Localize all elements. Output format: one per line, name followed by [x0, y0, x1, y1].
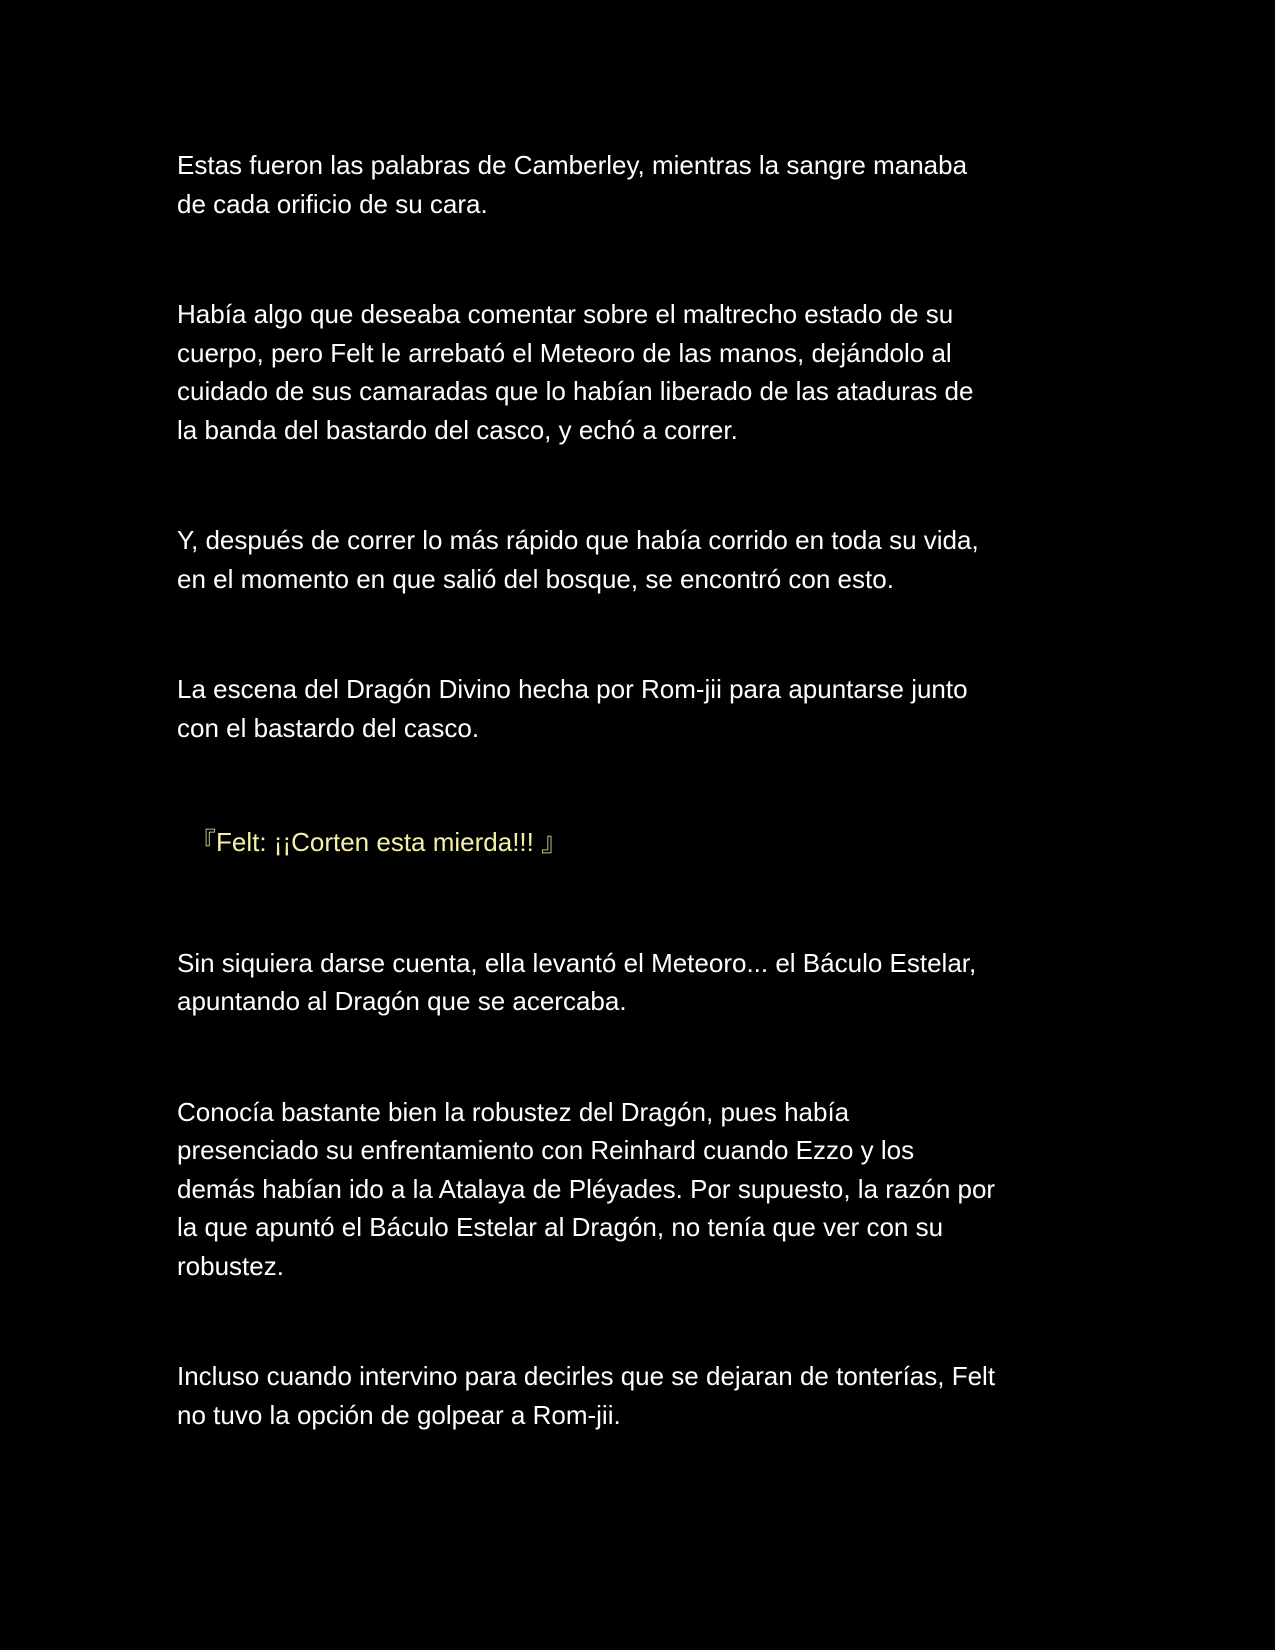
- paragraph-1: Estas fueron las palabras de Camberley, mientras la sangre manaba de cada orificio de su cara.: [177, 150, 968, 219]
- paragraph-2: Había algo que deseaba comentar sobre el maltrecho estado de su cuerpo, pero Felt le arrebató el Meteoro de las manos, dejándolo al cuidado de sus camaradas que lo habían liberado de las ataduras de la banda del bastardo del casco, y echó a correr.: [177, 299, 974, 445]
- paragraph-7: Incluso cuando intervino para decirles que se dejaran de tonterías, Felt no tuvo la opción de golpear a Rom-jii.: [177, 1361, 996, 1430]
- paragraph-4: La escena del Dragón Divino hecha por Rom-jii para apuntarse junto con el bastardo del casco.: [177, 674, 968, 743]
- paragraph-6: Conocía bastante bien la robustez del Dragón, pues había presenciado su enfrentamiento con Reinhard cuando Ezzo y los demás habían ido a la Atalaya de Pléyades. Por supuesto, la razón por la que apuntó el Báculo Estelar al Dragón, no tenía que ver con su robustez.: [177, 1096, 996, 1281]
- dialogue-line: 『Felt: ¡¡Corten esta mierda!!! 』: [190, 827, 568, 857]
- paragraph-3: Y, después de correr lo más rápido que había corrido en toda su vida, en el momento en que salió del bosque, se encontró con esto.: [177, 525, 979, 594]
- paragraph-5: Sin siquiera darse cuenta, ella levantó el Meteoro... el Báculo Estelar, apuntando al Dragón que se acercaba.: [177, 947, 977, 1016]
- document-page: [177, 146, 1117, 1434]
